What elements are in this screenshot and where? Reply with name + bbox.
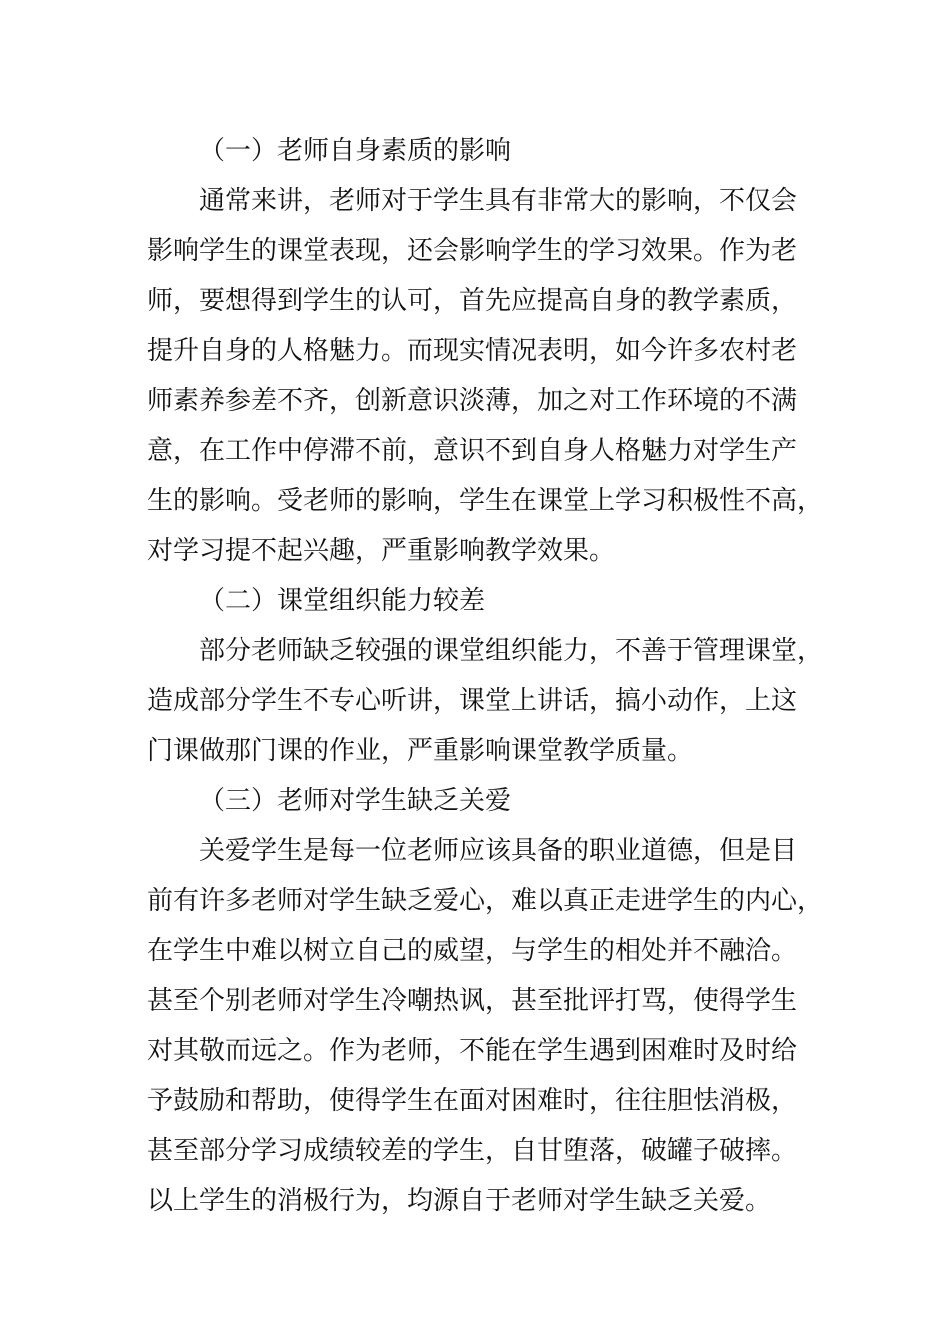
paragraph-line: 师素养参差不齐，创新意识淡薄，加之对工作环境的不满 xyxy=(147,386,798,416)
paragraph-line: 影响学生的课堂表现，还会影响学生的学习效果。作为老 xyxy=(147,236,798,266)
paragraph-line: 对学习提不起兴趣，严重影响教学效果。 xyxy=(147,536,616,566)
paragraph-line: 提升自身的人格魅力。而现实情况表明，如今许多农村老 xyxy=(147,336,798,366)
paragraph-line: 关爱学生是每一位老师应该具备的职业道德，但是目 xyxy=(199,836,798,866)
paragraph-line: 前有许多老师对学生缺乏爱心，难以真正走进学生的内心， xyxy=(147,886,824,916)
paragraph-line: 门课做那门课的作业，严重影响课堂教学质量。 xyxy=(147,736,694,766)
paragraph-line: 对其敬而远之。作为老师，不能在学生遇到困难时及时给 xyxy=(147,1036,798,1066)
section-heading-2: （二）课堂组织能力较差 xyxy=(199,586,486,616)
paragraph-line: 意，在工作中停滞不前，意识不到自身人格魅力对学生产 xyxy=(147,436,798,466)
paragraph-line: 在学生中难以树立自己的威望，与学生的相处并不融洽。 xyxy=(147,936,798,966)
paragraph-line: 造成部分学生不专心听讲，课堂上讲话，搞小动作，上这 xyxy=(147,686,798,716)
paragraph-line: 通常来讲，老师对于学生具有非常大的影响，不仅会 xyxy=(199,186,798,216)
section-heading-1: （一）老师自身素质的影响 xyxy=(199,136,512,166)
paragraph-line: 以上学生的消极行为，均源自于老师对学生缺乏关爱。 xyxy=(147,1186,772,1216)
paragraph-line: 生的影响。受老师的影响，学生在课堂上学习积极性不高， xyxy=(147,486,824,516)
section-heading-3: （三）老师对学生缺乏关爱 xyxy=(199,786,512,816)
paragraph-line: 予鼓励和帮助，使得学生在面对困难时，往往胆怯消极， xyxy=(147,1086,798,1116)
paragraph-line: 师，要想得到学生的认可，首先应提高自身的教学素质， xyxy=(147,286,798,316)
document-body xyxy=(147,126,824,1226)
paragraph-line: 部分老师缺乏较强的课堂组织能力，不善于管理课堂， xyxy=(199,636,824,666)
paragraph-line: 甚至个别老师对学生冷嘲热讽，甚至批评打骂，使得学生 xyxy=(147,986,798,1016)
paragraph-line: 甚至部分学习成绩较差的学生，自甘堕落，破罐子破摔。 xyxy=(147,1136,798,1166)
